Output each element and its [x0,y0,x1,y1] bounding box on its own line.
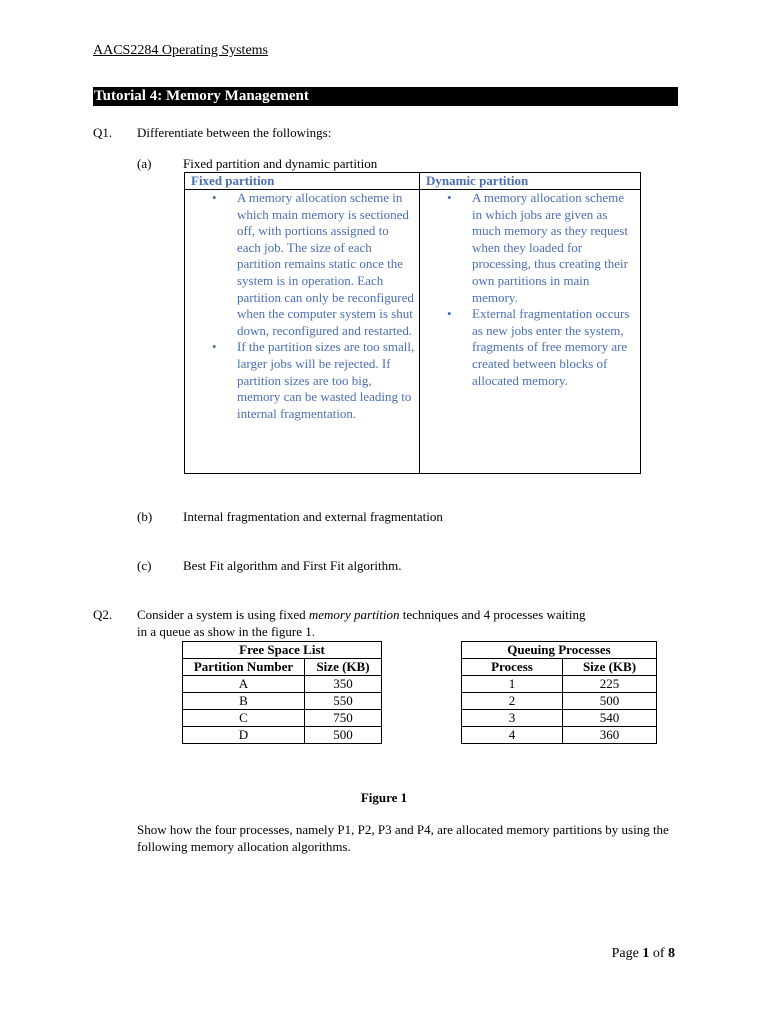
fixed-partition-cell [185,190,420,474]
table-row [462,676,657,693]
table-row [462,693,657,710]
queuing-processes-table [461,641,657,744]
figure-caption: Figure 1 [360,790,408,805]
bullet-icon: • [447,306,452,322]
dynamic-point-1 [420,190,640,306]
free-space-table [182,641,382,744]
fixed-point-2-text: If the partition sizes are too small, larger jobs will be rejected. If partition sizes are too big, memory can be wasted leading to internal fragmentation. [237,339,415,421]
partition-cell: A [183,676,305,693]
size-cell: 350 [305,676,382,693]
page-word: Page [611,946,639,961]
process-cell: 3 [462,710,563,727]
q2-text-end: techniques and 4 processes waiting [399,607,586,622]
q2-instruction: Show how the four processes, namely P1, P2, P3 and P4, are allocated memory partitions by using the following memory allocation algorithms. [137,822,669,854]
partition-comparison-table [184,172,641,474]
page-number [612,946,675,962]
free-space-title: Free Space List [183,642,382,659]
table-row [462,727,657,744]
q2-text-line1 [137,607,682,624]
col-process: Process [462,659,563,676]
fixed-point-2 [185,339,419,422]
size-cell: 750 [305,710,382,727]
tutorial-title: Tutorial 4: Memory Management [94,88,309,104]
col-size: Size (KB) [563,659,657,676]
q2-text-start: Consider a system is using fixed [137,607,309,622]
partition-cell: B [183,693,305,710]
header-dynamic-partition: Dynamic partition [420,173,641,190]
q1-number: Q1. [93,125,113,140]
size-cell: 500 [305,727,382,744]
tutorial-title-bar [93,87,678,106]
dynamic-point-2-text: External fragmentation occurs as new jobs enter the system, fragments of free memory are created between blocks of allocated memory. [472,306,630,388]
queue-title: Queuing Processes [462,642,657,659]
table-row [183,693,382,710]
bullet-icon: • [212,190,217,205]
q1b-text: Internal fragmentation and external fragmentation [183,509,443,524]
process-cell: 1 [462,676,563,693]
col-size: Size (KB) [305,659,382,676]
header-fixed-partition: Fixed partition [185,173,420,190]
q2-text-line2: in a queue as show in the figure 1. [137,623,315,639]
dynamic-point-1-text: A memory allocation scheme in which jobs are given as much memory as they request when they loaded for processing, thus creating their own partitions in main memory. [472,190,628,305]
size-cell: 540 [563,710,657,727]
process-cell: 2 [462,693,563,710]
size-cell: 550 [305,693,382,710]
fixed-point-1-text: A memory allocation scheme in which main memory is sectioned off, with portions assigned to each job. The size of each partition remains static once the system is in operation. Each partition can only be reconfigured when the computer system is shut down, reconfigured and restarted. [237,190,414,338]
size-cell: 360 [563,727,657,744]
q2-text [137,607,682,640]
fixed-point-1 [185,190,419,339]
q1a-label: (a) [137,156,152,171]
q2-number: Q2. [93,607,113,622]
partition-cell: C [183,710,305,727]
table-row [183,676,382,693]
q1c-text: Best Fit algorithm and First Fit algorithm. [183,558,402,573]
q2-text-emphasis: memory partition [308,607,400,622]
partition-cell: D [183,727,305,744]
dynamic-partition-cell [420,190,641,474]
q1a-text: Fixed partition and dynamic partition [183,156,378,171]
of-word: of [652,946,665,961]
course-title: AACS2284 Operating Systems [93,43,268,58]
table-row [462,710,657,727]
bullet-icon: • [212,339,217,355]
process-cell: 4 [462,727,563,744]
dynamic-point-2 [420,306,640,389]
current-page: 1 [642,946,650,961]
col-partition-number: Partition Number [183,659,305,676]
table-row [183,710,382,727]
size-cell: 500 [563,693,657,710]
table-row [183,727,382,744]
q1c-label: (c) [137,558,152,573]
total-pages: 8 [668,946,675,961]
q1-prompt: Differentiate between the followings: [137,125,332,140]
size-cell: 225 [563,676,657,693]
bullet-icon: • [447,190,452,205]
q1b-label: (b) [137,509,153,524]
